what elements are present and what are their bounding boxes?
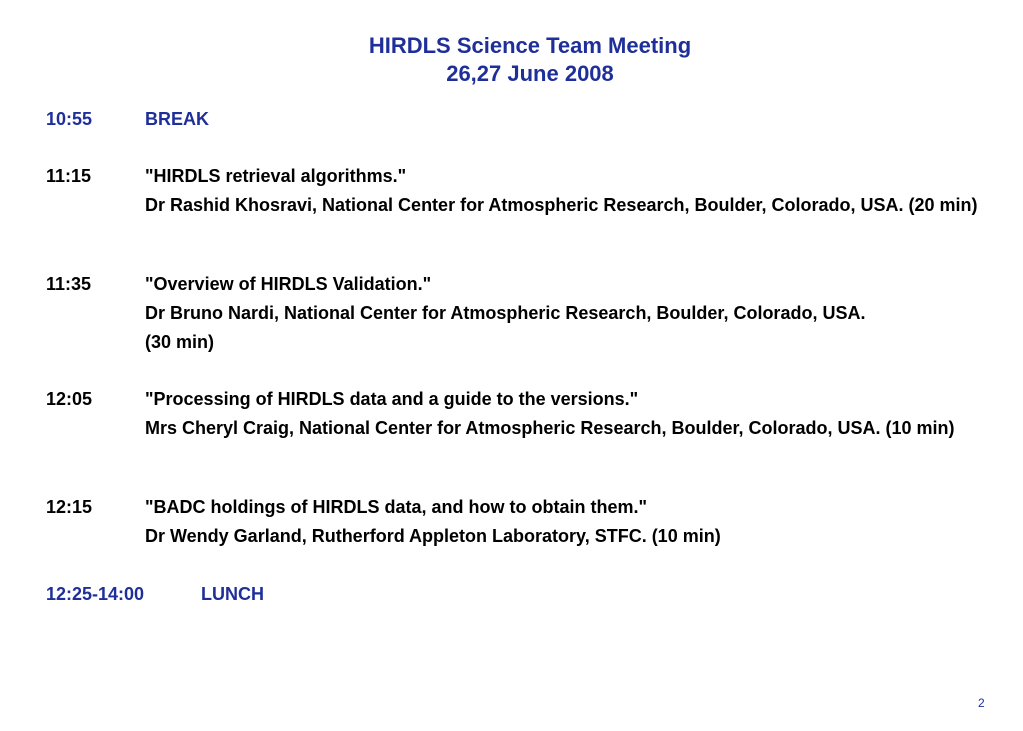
item-2-duration: (30 min) (145, 332, 215, 352)
page-number: 2 (978, 696, 985, 710)
break-label: BREAK (145, 109, 210, 129)
item-4-title: "BADC holdings of HIRDLS data, and how to obtain them." (145, 497, 648, 517)
page-title (0, 32, 1023, 88)
break-time: 10:55 (46, 109, 93, 129)
lunch-time: 12:25-14:00 (46, 584, 145, 604)
item-1-speaker: Dr Rashid Khosravi, National Center for Atmospheric Research, Boulder, Colorado, USA. (20 min) (145, 195, 978, 215)
item-3-title: "Processing of HIRDLS data and a guide to the versions." (145, 389, 639, 409)
title-line-2: 26,27 June 2008 (446, 61, 614, 86)
item-3-time: 12:05 (46, 389, 93, 409)
title-line-1: HIRDLS Science Team Meeting (368, 33, 692, 58)
item-1-time: 11:15 (46, 166, 92, 186)
item-4-speaker: Dr Wendy Garland, Rutherford Appleton Laboratory, STFC. (10 min) (145, 526, 721, 546)
item-1-title: "HIRDLS retrieval algorithms." (145, 166, 407, 186)
item-2-speaker: Dr Bruno Nardi, National Center for Atmospheric Research, Boulder, Colorado, USA. (145, 303, 866, 323)
item-2-title: "Overview of HIRDLS Validation." (145, 274, 432, 294)
lunch-label: LUNCH (201, 584, 264, 604)
item-4-time: 12:15 (46, 497, 93, 517)
item-2-time: 11:35 (46, 274, 92, 294)
item-3-speaker: Mrs Cheryl Craig, National Center for Atmospheric Research, Boulder, Colorado, USA. (10 min) (145, 418, 955, 438)
